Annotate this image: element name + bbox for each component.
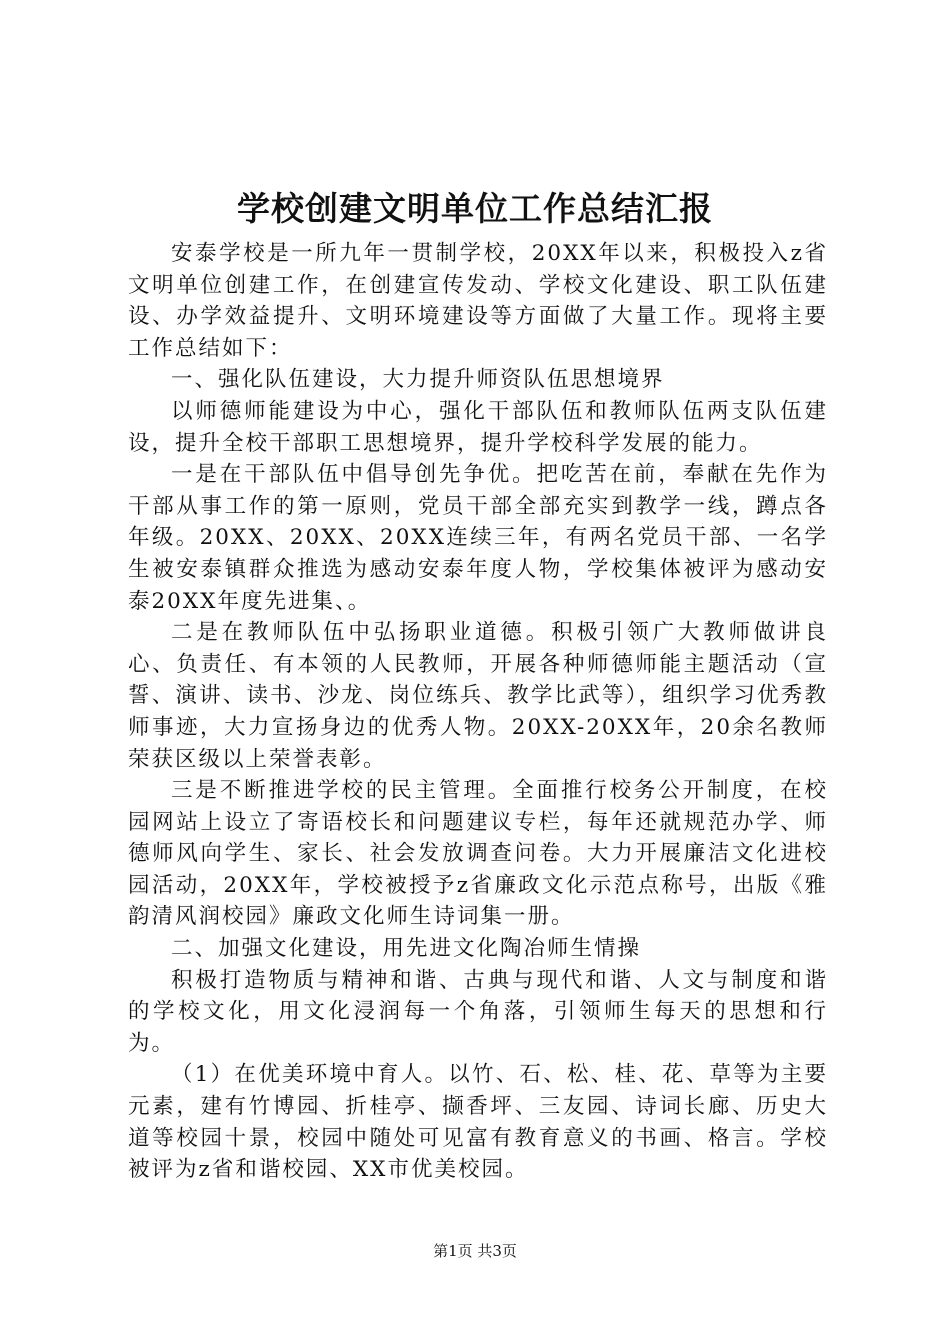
document-body [128,238,828,1186]
section-1-summary: 以师德师能建设为中心，强化干部队伍和教师队伍两支队伍建设，提升全校干部职工思想境界，提升学校科学发展的能力。 [128,398,828,456]
section-1-point-2: 二是在教师队伍中弘扬职业道德。积极引领广大教师做讲良心、负责任、有本领的人民教师，开展各种师德师能主题活动（宣誓、演讲、读书、沙龙、岗位练兵、教学比武等），组织学习优秀教师事迹，大力宣扬身边的优秀人物。20XX-20XX年，20余名教师荣获区级以上荣誉表彰。 [128,620,828,772]
section-1-point-1: 一是在干部队伍中倡导创先争优。把吃苦在前，奉献在先作为干部从事工作的第一原则，党员干部全部充实到教学一线，蹲点各年级。20XX、20XX、20XX连续三年，有两名党员干部、一名学生被安泰镇群众推选为感动安泰年度人物，学校集体被评为感动安泰20XX年度先进集、。 [128,462,828,614]
document-title: 学校创建文明单位工作总结汇报 [237,189,713,228]
page-number-footer: 第1页 共3页 [433,1242,517,1260]
section-1-point-3: 三是不断推进学校的民主管理。全面推行校务公开制度，在校园网站上设立了寄语校长和问题建议专栏，每年还就规范办学、师德师风向学生、家长、社会发放调查问卷。大力开展廉洁文化进校园活动，20XX年，学校被授予z省廉政文化示范点称号，出版《雅韵清风润校园》廉政文化师生诗词集一册。 [128,778,828,930]
section-2-point-1: （1）在优美环境中育人。以竹、石、松、桂、花、草等为主要元素，建有竹博园、折桂亭、撷香坪、三友园、诗词长廊、历史大道等校园十景，校园中随处可见富有教育意义的书画、格言。学校被评为z省和谐校园、XX市优美校园。 [128,1062,828,1183]
intro-paragraph: 安泰学校是一所九年一贯制学校，20XX年以来，积极投入z省文明单位创建工作，在创建宣传发动、学校文化建设、职工队伍建设、办学效益提升、文明环境建设等方面做了大量工作。现将主要工作总结如下： [128,241,828,361]
section-heading-2: 二、加强文化建设，用先进文化陶冶师生情操 [171,936,642,962]
section-heading-1: 一、强化队伍建设，大力提升师资队伍思想境界 [171,367,665,393]
section-2-summary: 积极打造物质与精神和谐、古典与现代和谐、人文与制度和谐的学校文化，用文化浸润每一个角落，引领师生每天的思想和行为。 [128,967,828,1056]
